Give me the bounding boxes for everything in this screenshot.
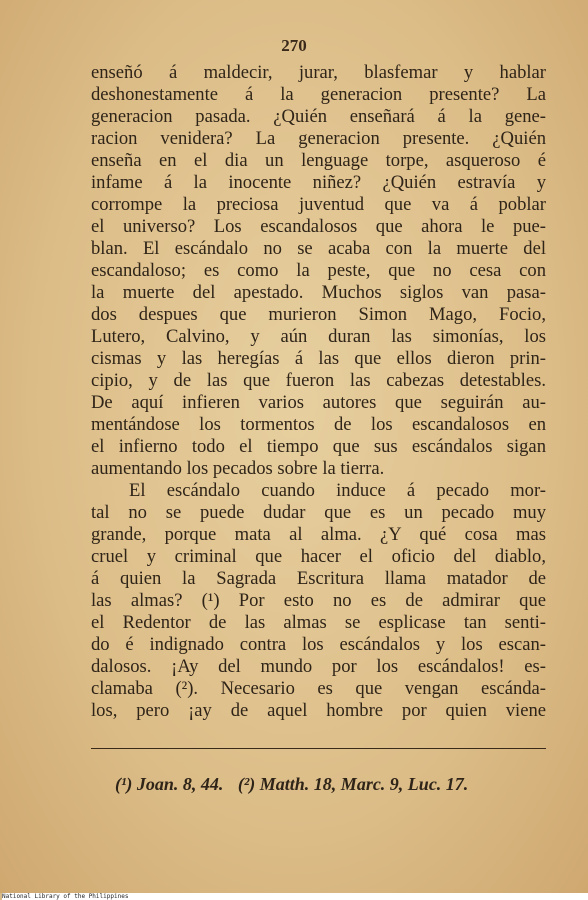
- text-line: aumentando los pecados sobre la tierra.: [91, 458, 385, 479]
- text-line: cruel y criminal que hacer el oficio del diablo,: [91, 546, 546, 567]
- text-line: racion venidera? La generacion presente. ¿Quién: [91, 128, 546, 149]
- text-line: escandaloso; es como la peste, que no cesa con: [91, 260, 546, 281]
- body-text: [91, 62, 546, 722]
- text-line: dos despues que murieron Simon Mago, Focio,: [91, 304, 546, 325]
- text-line: El escándalo cuando induce á pecado mor-: [129, 480, 546, 501]
- text-line: clamaba (²). Necesario es que vengan escánda-: [91, 678, 546, 699]
- text-line: á quien la Sagrada Escritura llama matador de: [91, 568, 546, 589]
- text-line: do é indignado contra los escándalos y los escan-: [91, 634, 546, 655]
- text-line: las almas? (¹) Por esto no es de admirar que: [91, 590, 546, 611]
- text-line: cipio, y de las que fueron las cabezas detestables.: [91, 370, 546, 391]
- text-line: dalosos. ¡Ay del mundo por los escándalos! es-: [91, 656, 546, 677]
- text-line: tal no se puede dudar que es un pecado muy: [91, 502, 546, 523]
- footnotes: [115, 774, 545, 795]
- text-line: Lutero, Calvino, y aún duran las simonías, los: [91, 326, 546, 347]
- text-line: grande, porque mata al alma. ¿Y qué cosa mas: [91, 524, 546, 545]
- text-line: generacion pasada. ¿Quién enseñará á la gene-: [91, 106, 546, 127]
- footnote-2: (²) Matth. 18, Marc. 9, Luc. 17.: [237, 774, 469, 794]
- text-line: blan. El escándalo no se acaba con la muerte del: [91, 238, 546, 259]
- text-line: el universo? Los escandalosos que ahora le pue-: [91, 216, 546, 237]
- page-number: 270: [281, 36, 307, 55]
- text-line: enseña en el dia un lenguage torpe, asqueroso é: [91, 150, 546, 171]
- text-line: mentándose los tormentos de los escandalosos en: [91, 414, 546, 435]
- text-line: la muerte del apestado. Muchos siglos van pasa-: [91, 282, 546, 303]
- text-line: el Redentor de las almas se esplicase tan senti-: [91, 612, 546, 633]
- text-line: corrompe la preciosa juventud que va á poblar: [91, 194, 546, 215]
- text-line: los, pero ¡ay de aquel hombre por quien viene: [91, 700, 546, 721]
- text-line: enseñó á maldecir, jurar, blasfemar y hablar: [91, 62, 546, 83]
- library-footer: National Library of the Philippines: [2, 893, 588, 900]
- text-line: infame á la inocente niñez? ¿Quién estravía y: [91, 172, 546, 193]
- footnote-divider: [91, 748, 546, 749]
- text-line: deshonestamente á la generacion presente? La: [91, 84, 546, 105]
- text-line: De aquí infieren varios autores que seguirán au-: [91, 392, 546, 413]
- text-line: cismas y las heregías á las que ellos dieron prin-: [91, 348, 546, 369]
- footnote-1: (¹) Joan. 8, 44.: [115, 774, 224, 794]
- text-line: el infierno todo el tiempo que sus escándalos sigan: [91, 436, 546, 457]
